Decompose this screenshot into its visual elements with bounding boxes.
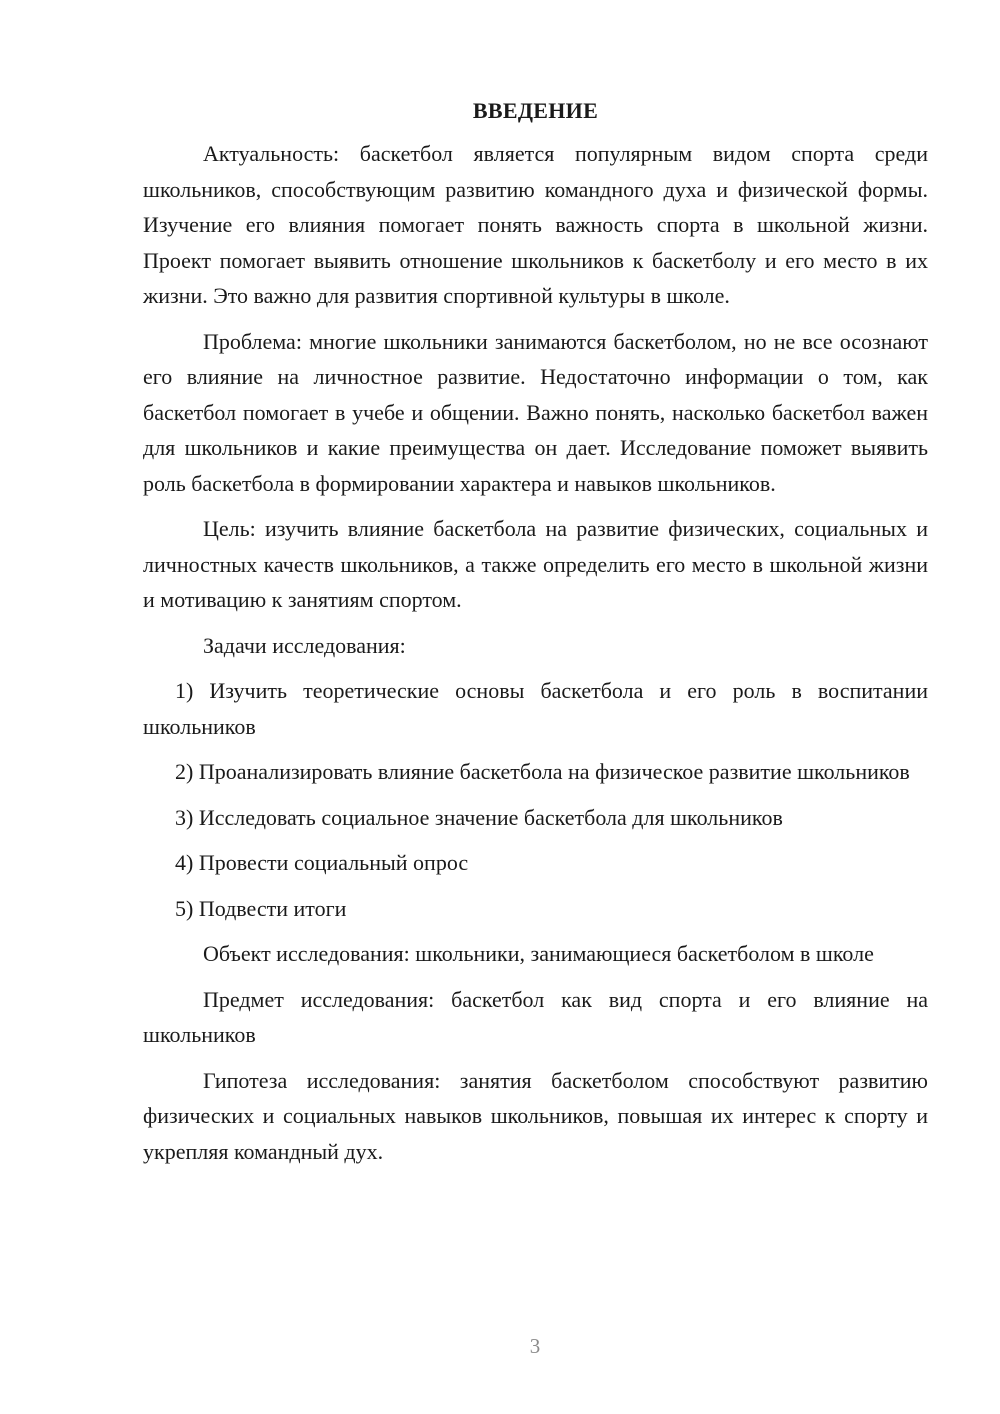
paragraph-subject: Предмет исследования: баскетбол как вид спорта и его влияние на школьников: [143, 986, 928, 1047]
paragraph-tasks-heading: Задачи исследования:: [203, 632, 406, 658]
page-content: [143, 94, 928, 1169]
task-item-3: 3) Исследовать социальное значение баскетбола для школьников: [175, 804, 783, 830]
page-title: ВВЕДЕНИЕ: [472, 98, 599, 123]
task-item-1: 1) Изучить теоретические основы баскетбола и его роль в воспитании школьников: [143, 678, 928, 739]
paragraph-problem: Проблема: многие школьники занимаются баскетболом, но не все осознают его влияние на личностное развитие. Недостаточно информации о том, как баскетбол помогает в учебе и общении. Важно понять, насколько баскетбол важен для школьников и какие преимущества он дает. Исследование поможет выявить роль баскетбола в формировании характера и навыков школьников.: [143, 328, 928, 496]
paragraph-goal: Цель: изучить влияние баскетбола на развитие физических, социальных и личностных качеств школьников, а также определить его место в школьной жизни и мотивацию к занятиям спортом.: [143, 516, 928, 612]
task-item-5: 5) Подвести итоги: [175, 895, 347, 921]
paragraph-hypothesis: Гипотеза исследования: занятия баскетболом способствуют развитию физических и социальных навыков школьников, повышая их интерес к спорту и укрепляя командный дух.: [143, 1067, 928, 1164]
page-number: 3: [529, 1334, 541, 1358]
paragraph-object: Объект исследования: школьники, занимающиеся баскетболом в школе: [203, 941, 874, 966]
task-item-4: 4) Провести социальный опрос: [175, 850, 469, 875]
task-item-2: 2) Проанализировать влияние баскетбола на физическое развитие школьников: [175, 759, 910, 784]
paragraph-relevance: Актуальность: баскетбол является популярным видом спорта среди школьников, способствующим развитию командного духа и физической формы. Изучение его влияния помогает понять важность спорта в школьной жизни. Проект помогает выявить отношение школьников к баскетболу и его место в их жизни. Это важно для развития спортивной культуры в школе.: [143, 141, 928, 308]
